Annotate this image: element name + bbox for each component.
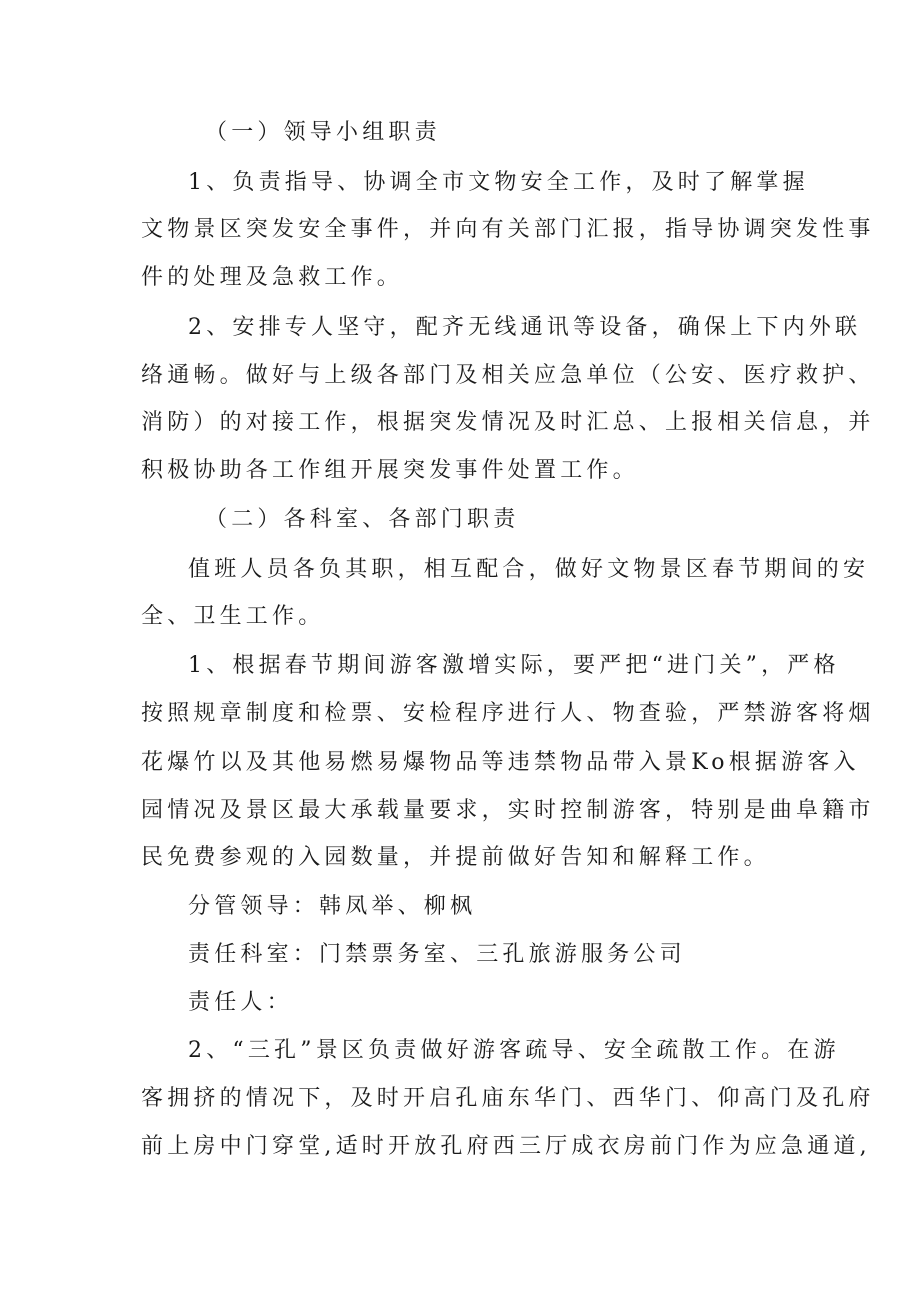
paragraph-line: 值班人员各负其职，相互配合，做好文物景区春节期间的安	[188, 557, 870, 582]
paragraph-line: 络通畅。做好与上级各部门及相关应急单位（公安、医疗救护、	[141, 363, 875, 388]
paragraph-line: 积极协助各工作组开展突发事件处置工作。	[141, 458, 639, 483]
leader-line: 分管领导：韩凤举、柳枫	[188, 894, 477, 919]
paragraph-line: 文物景区突发安全事件，并向有关部门汇报，指导协调突发性事	[141, 217, 875, 242]
paragraph-line: 前上房中门穿堂,适时开放孔府西三厅成衣房前门作为应急通道,	[141, 1134, 871, 1159]
person-line: 责任人：	[188, 990, 293, 1015]
paragraph-line: 2、安排专人坚守，配齐无线通讯等设备，确保上下内外联	[188, 315, 862, 340]
paragraph-line: 2、“三孔”景区负责做好游客疏导、安全疏散工作。在游	[188, 1038, 840, 1063]
paragraph-line: 客拥挤的情况下，及时开启孔庙东华门、西华门、仰高门及孔府	[141, 1086, 875, 1111]
paragraph-line: 1、根据春节期间游客激增实际，要严把“进门关”，严格	[188, 653, 840, 678]
office-line: 责任科室：门禁票务室、三孔旅游服务公司	[188, 942, 686, 967]
paragraph-line: 1、负责指导、协调全市文物安全工作，及时了解掌握	[188, 170, 809, 195]
paragraph-line: 件的处理及急救工作。	[141, 265, 404, 290]
paragraph-line: 全、卫生工作。	[141, 604, 325, 629]
paragraph-line: 消防）的对接工作，根据突发情况及时汇总、上报相关信息，并	[141, 410, 875, 435]
paragraph-line: 园情况及景区最大承载量要求，实时控制游客，特别是曲阜籍市	[141, 798, 875, 823]
section-heading-2: （二）各科室、各部门职责	[205, 507, 520, 532]
paragraph-line: 民免费参观的入园数量，并提前做好告知和解释工作。	[141, 845, 770, 870]
section-heading-1: （一）领导小组职责	[205, 120, 441, 145]
paragraph-line: 按照规章制度和检票、安检程序进行人、物查验，严禁游客将烟	[141, 701, 875, 726]
paragraph-line: 花爆竹以及其他易燃易爆物品等违禁物品带入景Ko根据游客入	[141, 750, 860, 775]
